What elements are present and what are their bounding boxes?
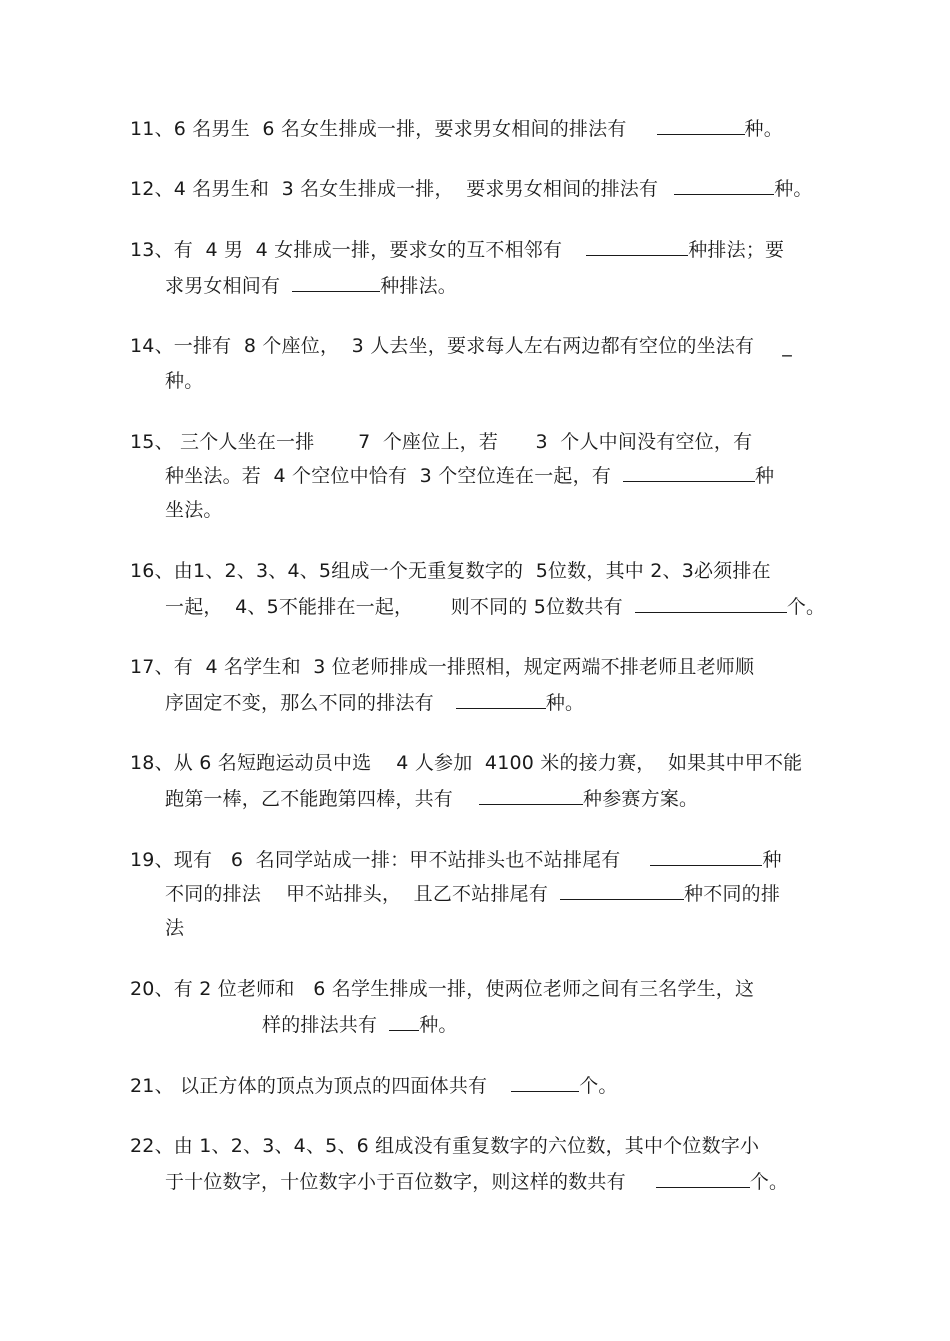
question-20-line-1 <box>130 977 754 1001</box>
answer-blank <box>650 847 762 866</box>
question-18-line-1 <box>130 751 802 775</box>
question-text: 19、现有 6 名同学站成一排：甲不站排头也不站排尾有 <box>130 849 621 871</box>
question-text: 18、从 6 名短跑运动员中选 4 人参加 4100 米的接力赛， 如果其中甲不能 <box>130 752 803 774</box>
answer-blank <box>674 176 774 195</box>
answer-blank <box>586 237 688 256</box>
question-text: 17、有 4 名学生和 3 位老师排成一排照相，规定两端不排老师且老师顺 <box>130 656 755 678</box>
question-13-line-2 <box>165 273 457 298</box>
answer-blank <box>479 786 583 805</box>
answer-blank <box>292 273 380 292</box>
question-21-line-1 <box>130 1073 618 1098</box>
question-text: 种排法。 <box>380 275 458 297</box>
question-16-line-1 <box>130 559 771 583</box>
answer-blank <box>456 690 546 709</box>
answer-blank <box>656 1169 750 1188</box>
question-text: 种。 <box>744 118 783 140</box>
question-text: 种 <box>762 849 782 871</box>
question-text: 不同的排法 甲不站排头， 且乙不站排尾有 <box>165 883 549 905</box>
question-text: 22、由 1、2、3、4、5、6 组成没有重复数字的六位数，其中个位数字小 <box>130 1135 760 1157</box>
question-14-line-2 <box>165 369 203 393</box>
question-text: 15、 三个人坐在一排 7 个座位上，若 3 个人中间没有空位，有 <box>130 431 753 453</box>
question-16-line-2 <box>165 594 825 619</box>
answer-blank <box>389 1012 419 1031</box>
question-text: 种坐法。若 4 个空位中恰有 3 个空位连在一起，有 <box>165 465 612 487</box>
question-text: 11、6 名男生 6 名女生排成一排，要求男女相间的排法有 <box>130 118 627 140</box>
question-text: 个。 <box>749 1171 789 1193</box>
question-17-line-2 <box>165 690 584 715</box>
answer-blank <box>511 1073 579 1092</box>
question-14-line-1 <box>130 334 792 358</box>
question-text: 12、4 名男生和 3 名女生排成一排， 要求男女相间的排法有 <box>130 178 659 200</box>
question-text: 个。 <box>786 596 826 618</box>
question-19-line-2 <box>165 881 780 906</box>
answer-blank <box>657 116 745 135</box>
answer-blank <box>560 881 684 900</box>
question-text: 种。 <box>545 692 585 714</box>
question-text: 种排法；要 <box>688 239 785 261</box>
question-17-line-1 <box>130 655 754 679</box>
question-13-line-1 <box>130 237 784 262</box>
question-text: 20、有 2 位老师和 6 名学生排成一排，使两位老师之间有三名学生，这 <box>130 978 755 1000</box>
question-15-line-1 <box>130 430 752 454</box>
question-text: 21、 以正方体的顶点为顶点的四面体共有 <box>130 1075 488 1097</box>
question-19-line-3 <box>165 916 184 940</box>
question-text: 跑第一棒，乙不能跑第四棒，共有 <box>165 788 454 810</box>
question-text: 求男女相间有 <box>165 275 281 297</box>
question-15-line-2 <box>165 463 774 488</box>
question-text: 种 <box>755 465 775 487</box>
question-22-line-2 <box>165 1169 788 1194</box>
question-text: 种。 <box>774 178 813 200</box>
question-text: 13、有 4 男 4 女排成一排，要求女的互不相邻有 <box>130 239 563 261</box>
question-20-line-2 <box>262 1012 458 1037</box>
question-text: 序固定不变，那么不同的排法有 <box>165 692 434 714</box>
question-text: _ <box>782 335 792 357</box>
question-text: 14、一排有 8 个座位， 3 人去坐，要求每人左右两边都有空位的坐法有 <box>130 335 755 357</box>
question-text: 种。 <box>165 370 204 392</box>
question-text: 16、由1、2、3、4、5组成一个无重复数字的 5位数，其中 2、3必须排在 <box>130 560 771 582</box>
answer-blank <box>623 463 755 482</box>
question-12-line-1 <box>130 176 813 201</box>
question-text: 样的排法共有 <box>262 1014 378 1036</box>
question-15-line-3 <box>165 498 223 522</box>
question-text: 一起， 4、5不能排在一起， 则不同的 5位数共有 <box>165 596 623 618</box>
question-22-line-1 <box>130 1134 759 1158</box>
question-11-line-1 <box>130 116 783 141</box>
question-text: 种。 <box>419 1014 458 1036</box>
question-text: 法 <box>165 917 185 939</box>
question-text: 个。 <box>579 1075 618 1097</box>
question-text: 坐法。 <box>165 499 223 521</box>
question-text: 种参赛方案。 <box>583 788 699 810</box>
question-18-line-2 <box>165 786 698 811</box>
question-19-line-1 <box>130 847 782 872</box>
question-text: 种不同的排 <box>684 883 781 905</box>
question-text: 于十位数字，十位数字小于百位数字，则这样的数共有 <box>165 1171 626 1193</box>
answer-blank <box>635 594 787 613</box>
